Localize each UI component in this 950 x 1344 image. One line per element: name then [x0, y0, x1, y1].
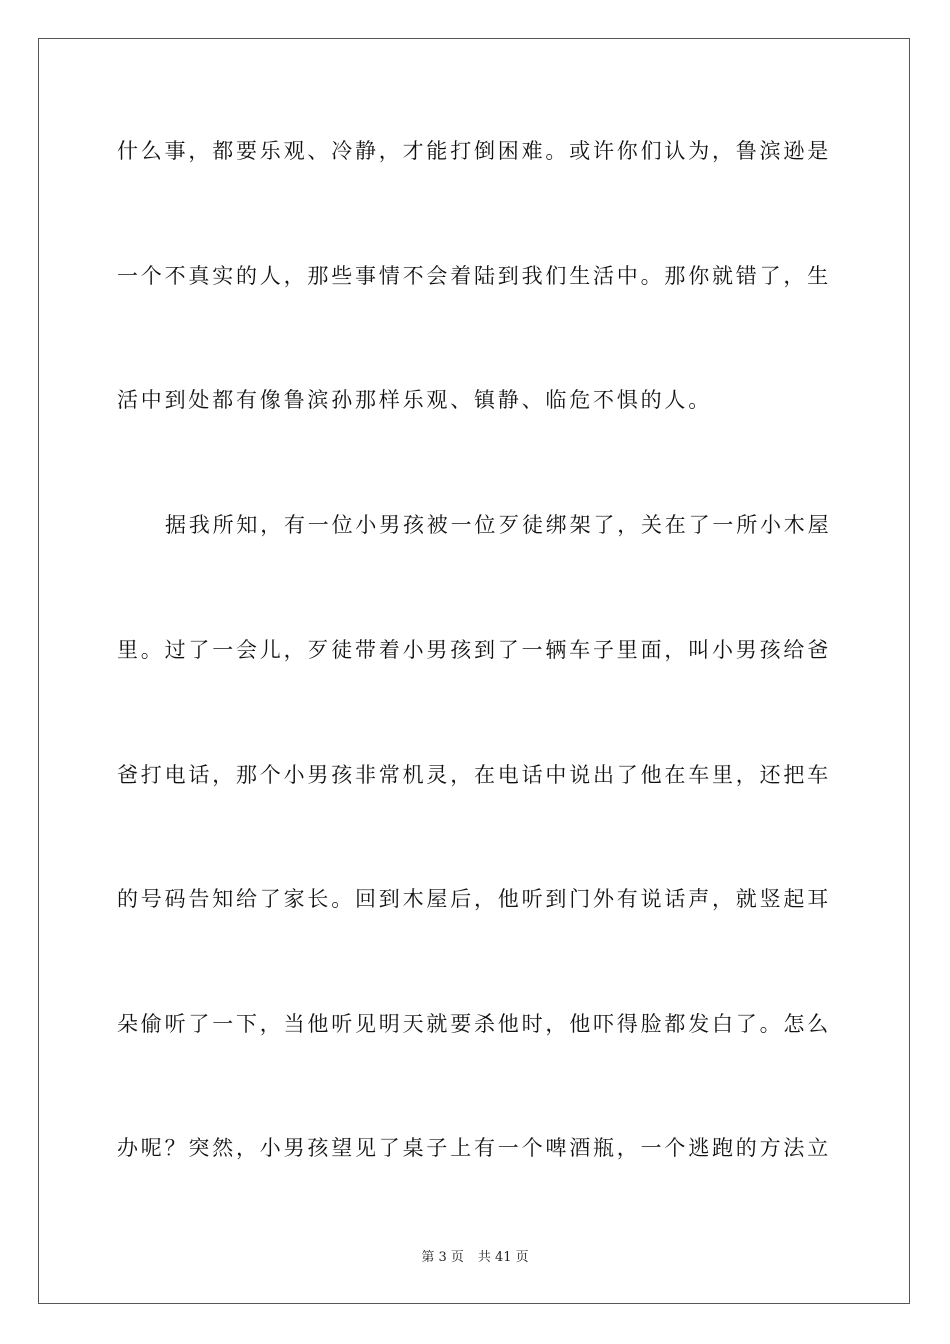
page-footer: [0, 1246, 950, 1265]
body-text-line: 里。过了一会儿，歹徒带着小男孩到了一辆车子里面，叫小男孩给爸: [117, 638, 831, 662]
body-text-line: 什么事，都要乐观、冷静，才能打倒困难。或许你们认为，鲁滨逊是: [117, 139, 831, 163]
body-text-line: 朵偷听了一下，当他听见明天就要杀他时，他吓得脸都发白了。怎么: [117, 1012, 831, 1036]
body-text-line: 爸打电话，那个小男孩非常机灵，在电话中说出了他在车里，还把车: [117, 763, 831, 787]
body-text-line: 一个不真实的人，那些事情不会着陆到我们生活中。那你就错了，生: [117, 264, 831, 288]
page-frame: [38, 38, 910, 1304]
page-number: 第 3 页: [421, 1250, 464, 1265]
body-text-line: 活中到处都有像鲁滨孙那样乐观、镇静、临危不惧的人。: [117, 388, 712, 412]
body-text-line-indented: 据我所知，有一位小男孩被一位歹徒绑架了，关在了一所小木屋: [165, 513, 832, 537]
body-text-line: 办呢？突然，小男孩望见了桌子上有一个啤酒瓶，一个逃跑的方法立: [117, 1136, 831, 1160]
body-text-line: 的号码告知给了家长。回到木屋后，他听到门外有说话声，就竖起耳: [117, 887, 831, 911]
page-total: 共 41 页: [477, 1250, 529, 1265]
